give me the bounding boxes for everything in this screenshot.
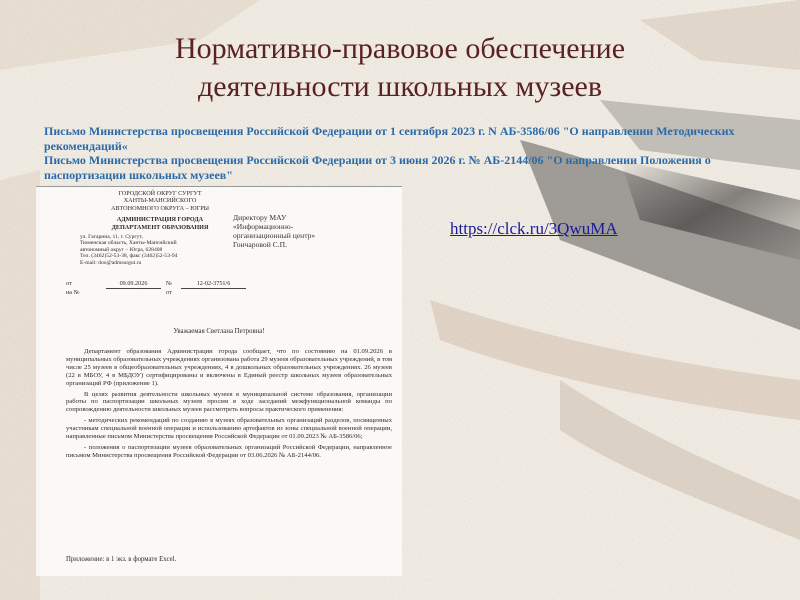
letter-attachment: Приложение: в 1 экз. в формате Excel. bbox=[66, 556, 177, 563]
recipient bbox=[233, 213, 383, 249]
recipient-line-2: «Информационно- bbox=[233, 222, 294, 231]
slide-title-line-2: деятельности школьных музеев bbox=[198, 70, 602, 103]
address-line-2: Тюменская область, Ханты-Мансийский bbox=[80, 240, 177, 247]
letter-greeting: Уважаемая Светлана Петровна! bbox=[173, 328, 265, 335]
slide-title-line-1: Нормативно-правовое обеспечение bbox=[174, 32, 626, 65]
recipient-line-4: Гончаровой С.П. bbox=[233, 240, 288, 249]
reply-from-label: от bbox=[166, 289, 172, 296]
number-label: № bbox=[166, 280, 172, 287]
short-link[interactable]: https://clck.ru/3QwuMA bbox=[450, 219, 618, 238]
letterhead bbox=[80, 190, 240, 266]
letter-paragraph-2: В целях развития деятельности школьных музеев в муниципальной системе образования, организации работы по паспортизации школьных музеев просим в ходе заседаний межфункциональной команды по сопровождению деятельности школьных музеев рассмотреть вопросы практического применения: bbox=[66, 390, 392, 414]
letter-body bbox=[66, 348, 392, 463]
address-line-3: автономный округ – Югра, 628408 bbox=[80, 246, 163, 253]
scan-top-line bbox=[36, 186, 402, 187]
letter-number: 12-02-3751/6 bbox=[181, 280, 246, 289]
letter-meta bbox=[66, 280, 256, 298]
address-line-1: ул. Гагарина, 11, г. Сургут, bbox=[80, 234, 143, 241]
slide-title bbox=[0, 30, 800, 106]
letter-date: 09.09.2026 bbox=[106, 280, 161, 289]
date-label: от bbox=[66, 280, 72, 287]
letterhead-city: ГОРОДСКОЙ ОКРУГ СУРГУТ bbox=[118, 190, 202, 197]
letterhead-okrug: АВТОНОМНОГО ОКРУГА – ЮГРЫ bbox=[110, 204, 210, 212]
address-line-5: E-mail: doo@admsurgut.ru bbox=[80, 259, 142, 266]
letter-reference-1: Письмо Министерства просвещения Российской Федерации от 1 сентября 2023 г. N АБ-3586/06 "О направлении Методических рекомендаций« bbox=[44, 124, 735, 153]
letter-paragraph-4: - положения о паспортизации музеев образовательных организаций Российской Федерации, направленное письмом Министерства просвещения Российской Федерации от 03.06.2026 № АБ-2144/06. bbox=[66, 443, 392, 459]
scanned-letter bbox=[36, 186, 402, 576]
recipient-line-1: Директору МАУ bbox=[233, 213, 287, 222]
letterhead-address bbox=[80, 234, 240, 266]
recipient-line-3: организационный центр» bbox=[233, 231, 316, 240]
letterhead-department: ДЕПАРТАМЕНТ ОБРАЗОВАНИЯ bbox=[111, 223, 209, 231]
letter-reference-2: Письмо Министерства просвещения Российской Федерации от 3 июня 2026 г. № АБ-2144/06 "О направлении Положения о паспортизации школьных музеев" bbox=[44, 153, 711, 182]
address-line-4: Тел. (3462)52-53-38, факс (3462)52-53-94 bbox=[80, 253, 178, 260]
letter-paragraph-1: Департамент образования Администрации города сообщает, что по состоянию на 01.09.2026 в муниципальных образовательных учреждениях организована работа 29 музеев образовательных учреждений, в том числе 25 музеев в общеобразовательных учреждениях, 4 в дошкольных образовательных учреждениях. 26 музеев (22 в МБОУ, 4 в МБДОУ) сертифицированы и включены в Единый реестр школьных музеев образовательных организаций РФ (приложение 1). bbox=[66, 348, 392, 387]
letterhead-region: ХАНТЫ-МАНСИЙСКОГО bbox=[123, 197, 197, 205]
letters-list bbox=[44, 124, 764, 182]
letter-paragraph-3: - методических рекомендаций по созданию в музеях образовательных организаций разделов, посвященных участникам специальной военной операции и использованию артефактов из зоны специальной военной операции, направленные письмом Министерства просвещения Российской Федерации от 01.09.2023 № АБ-3586/06; bbox=[66, 417, 392, 441]
letterhead-admin: АДМИНИСТРАЦИЯ ГОРОДА bbox=[116, 216, 204, 224]
reply-label: на № bbox=[66, 289, 80, 296]
